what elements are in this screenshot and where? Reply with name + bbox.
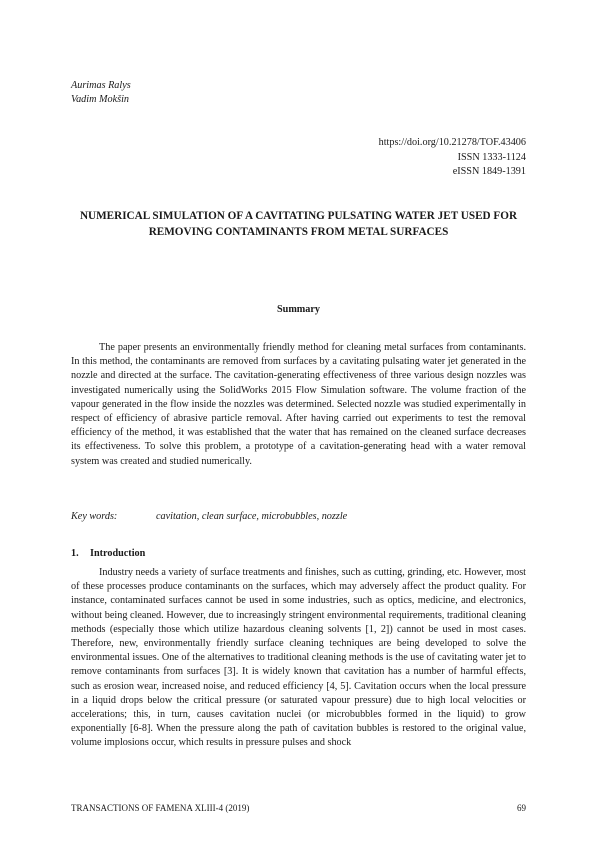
page-number: 69 — [517, 803, 526, 813]
article-identifiers — [379, 136, 526, 180]
author-list — [71, 79, 131, 107]
paper-title: NUMERICAL SIMULATION OF A CAVITATING PULSATING WATER JET USED FOR REMOVING CONTAMINANTS FROM METAL SURFACES — [79, 210, 518, 238]
eissn: eISSN 1849-1391 — [452, 166, 526, 177]
keywords — [71, 511, 347, 522]
section-title: Introduction — [90, 548, 146, 559]
author-name: Vadim Mokšin — [71, 94, 130, 105]
author-name: Aurimas Ralys — [71, 80, 131, 91]
summary-text: The paper presents an environmentally friendly method for cleaning metal surfaces from contaminants. In this method, the contaminants are removed from surfaces by a cavitating pulsating water jet generated in the nozzle and directed at the surface. The cavitation-generating effectiveness of three various design nozzles was investigated numerically using the SolidWorks 2015 Flow Simulation software. The volume fraction of the vapour generated in the flow inside the nozzles was determined. Selected nozzle was studied experimentally in respect of efficiency of abrasive particle removal. After having carried out experiments to test the removal efficiency of the method, it was established that the water that has remained on the cleaned surface decreases its effectiveness. To solve this problem, a prototype of a cavitation-generating head with a water removal system was created and studied numerically. — [71, 342, 526, 467]
doi-link[interactable]: https://doi.org/10.21278/TOF.43406 — [378, 137, 526, 148]
issn: ISSN 1333-1124 — [457, 151, 526, 163]
section-heading-introduction — [71, 548, 145, 559]
introduction-text: Industry needs a variety of surface treatments and finishes, such as cutting, grinding, etc. However, most of these processes produce contaminants on the surfaces, which may adversely affect the product quality. For instance, contaminated surfaces cannot be used in some industries, such as optics, medicine, and electronics, without being cleaned. However, due to increasingly stringent environmental requirements, traditional cleaning methods (especially those which utilize hazardous cleaning solvents [1, 2]) cannot be used in most cases. Therefore, new, environmentally friendly surface cleaning techniques are being developed to solve the environmental issues. One of the alternatives to traditional cleaning methods is the use of cavitating water jet to remove contaminants from surfaces [3]. It is widely known that cavitation has a number of harmful effects, such as erosion wear, increased noise, and reduced efficiency [4, 5]. Cavitation occurs when the local pressure in a liquid drops below the critical pressure (or saturated vapour pressure) due to high local velocities or accelerations; this, in turn, causes cavitation nuclei (or microbubbles formed in the liquid) to grow exponentially [6-8]. When the pressure along the path of cavitation bubbles is restored to the original value, volume implosions occur, which results in pressure pulses and shock — [71, 567, 526, 749]
footer-journal: TRANSACTIONS OF FAMENA XLIII-4 (2019) — [71, 803, 250, 813]
summary-heading: Summary — [276, 304, 320, 315]
keywords-value: cavitation, clean surface, microbubbles, nozzle — [156, 511, 348, 522]
keywords-label: Key words: — [71, 511, 118, 522]
section-number: 1. — [71, 548, 79, 559]
